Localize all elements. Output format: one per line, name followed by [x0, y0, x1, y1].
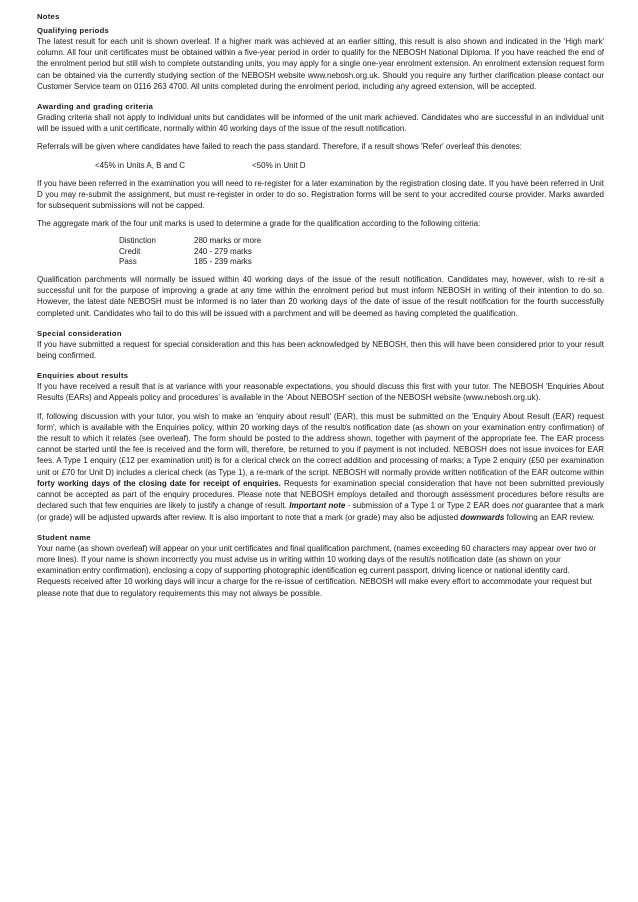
- awarding-text-3: If you have been referred in the examination you will need to re-register for a later examination by the registration closing date. If you have been referred in Unit D you may re-submit the assignment, but must re-register in order to do so. Registration forms will be sent to your accredited course provider. Marks awarded for subsequent submissions will not be capped.: [37, 178, 604, 211]
- student-heading: Student name: [37, 532, 91, 542]
- enquiries-text-2g: guarantee that a mark (or grade) will be adjusted upwards after review. It is also important to note that a mark (or grade) may also be adjusted: [37, 501, 604, 522]
- grade-marks: 185 - 239 marks: [194, 256, 252, 266]
- grade-name: Credit: [119, 246, 141, 256]
- grade-name: Pass: [119, 256, 137, 266]
- grade-row: [119, 247, 604, 257]
- awarding-text-2: Referrals will be given where candidates have failed to reach the pass standard. Therefore, if a result shows 'Refer' overleaf this denotes:: [37, 142, 522, 152]
- notes-page: [37, 12, 604, 599]
- enquiries-text-2i: following an EAR review.: [506, 512, 595, 522]
- awarding-text-5: Qualification parchments will normally be issued within 40 working days of the issue of the result notification. Candidates may, however, wish to re-sit a successful unit for the purpose of improving a grade at any time within the enrolment period but must inform NEBOSH in writing of their intention to do so. However, the latest date NEBOSH must be informed is no later than 20 working days of the date of issue of the result notification for the fourth successfully completed unit. Candidates who fail to do this will be issued with a parchment and will be deemed as having completed the qualification.: [37, 275, 604, 318]
- awarding-text-1: Grading criteria shall not apply to individual units but candidates will be informed of the unit mark achieved. Candidates who are successful in an individual unit will be issued with a unit certificate, normally within 40 working days of the issue of the result notification.: [37, 113, 604, 134]
- qualifying-text: The latest result for each unit is shown overleaf. If a higher mark was achieved at an earlier sitting, this result is also shown and indicated in the 'High mark' column. All four unit certificates must be obtained within a five-year period in order to qualify for the NEBOSH National Diploma. If you have reached the end of the enrolment period but still wish to complete outstanding units, you may apply for a single one-year enrolment extension. An enrolment extension request form can be obtained via the currently studying section of the NEBOSH website www.nebosh.org.uk. Should you require any further clarification please contact our Customer Service team on 0116 263 4700. All units completed during the enrolment period, including any agreed extension, will be accepted.: [37, 37, 604, 91]
- awarding-text-4: The aggregate mark of the four unit marks is used to determine a grade for the qualification according to the following criteria:: [37, 219, 481, 229]
- grade-marks: 280 marks or more: [194, 236, 262, 246]
- special-text: If you have submitted a request for special consideration and this has been acknowledged by NEBOSH, then this will have been considered prior to your result being confirmed.: [37, 339, 604, 361]
- enquiries-not: not: [511, 501, 523, 511]
- refer-unit-d: <50% in Unit D: [252, 160, 306, 170]
- grade-marks: 240 - 279 marks: [194, 246, 252, 256]
- qualifying-heading: Qualifying periods: [37, 26, 110, 35]
- enquiries-text-2c: Requests for examination special consideration that have not been submitted previously cannot be accepted as part of the enquiry procedures. Please note that NEBOSH employs detailed and thorough assessment procedures before results are declared such that few enquiries are likely to justify a change of result.: [37, 478, 604, 511]
- special-heading: Special consideration: [37, 328, 122, 338]
- notes-title: Notes: [37, 12, 60, 21]
- grade-row: [119, 236, 604, 246]
- enquiries-text-1: If you have received a result that is at variance with your reasonable expectations, you should discuss this first with your tutor. The NEBOSH 'Enquiries About Results (EARs) and Appeals policy and procedures' is available in the 'About NEBOSH' section of the NEBOSH website (www.nebosh.org.uk).: [37, 382, 604, 403]
- grade-name: Distinction: [119, 236, 156, 246]
- enquiries-downwards: downwards: [460, 512, 505, 522]
- awarding-heading: Awarding and grading criteria: [37, 102, 154, 112]
- student-text: Your name (as shown overleaf) will appear on your unit certificates and final qualification parchment, (names exceeding 60 characters may appear over two or more lines). If your name is shown incorrectly you must advise us in writing within 10 working days of the result/s notification date (as shown on your examination entry confirmation), enclosing a copy of supporting photographic identification eg current passport, driving licence or national identity card. Requests received after 10 working days will incur a charge for the re-issue of certification. NEBOSH will make every effort to accommodate your request but please note that due to regulatory requirements this may not always be possible.: [37, 543, 597, 598]
- grade-row: [119, 257, 604, 267]
- enquiries-heading: Enquiries about results: [37, 371, 129, 381]
- refer-units-abc: <45% in Units A, B and C: [95, 160, 186, 170]
- grade-table: [37, 236, 604, 267]
- enquiries-text-2: [37, 411, 604, 523]
- important-note: Important note: [289, 501, 346, 511]
- enquiries-deadline: forty working days of the closing date for receipt of enquiries.: [37, 478, 281, 488]
- enquiries-text-2e: - submission of a Type 1 or Type 2 EAR does: [347, 501, 510, 511]
- enquiries-text-2a: If, following discussion with your tutor, you wish to make an 'enquiry about result' (EAR), this must be submitted on the 'Enquiry About Result (EAR) request form', which is available with the Enquiries policy, within 20 working days of the result/s notification date (as shown on your examination entry confirmation) of the result to which it relates (see overleaf). The form should be posted to the address shown, together with payment of the appropriate fee. The EAR process cannot be started until the fee is received and the form will, therefore, be returned to you if payment is not included. NEBOSH does not issue invoices for EAR fees. A Type 1 enquiry (£12 per examination unit) is for a clerical check on the correct addition and processing of marks; a Type 2 enquiry (£50 per examination unit or £70 for Unit D) includes a clerical check (as Type 1), a re-mark of the script. NEBOSH will normally provide written notification of the EAR outcome within: [37, 411, 604, 477]
- refer-criteria: [37, 160, 604, 171]
